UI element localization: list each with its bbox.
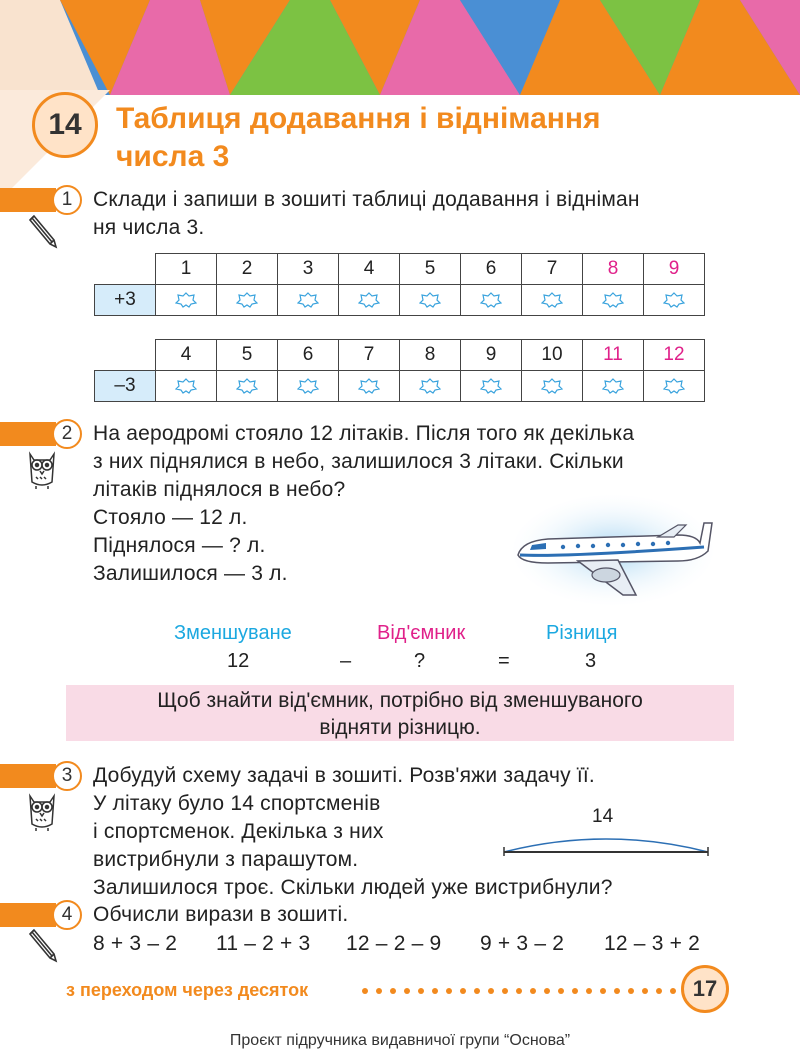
expression-5: 12 – 3 + 2 [604,932,700,955]
table-cell: 4 [156,340,217,371]
table-cell: 6 [278,340,339,371]
answer-cell [644,285,705,316]
table-corner [95,254,156,285]
task1-text [93,186,733,242]
answer-cell [583,371,644,402]
subtraction-table [94,339,705,402]
airplane-image [508,495,718,610]
table-cell: 8 [400,340,461,371]
short-note-2: Піднялося — ? л. [93,534,266,557]
rule-box [66,685,734,741]
task3-number: 3 [52,761,82,791]
answer-cell [461,371,522,402]
table-cell: 7 [339,340,400,371]
decorative-banner [0,0,800,95]
operation-label: –3 [95,371,156,402]
footer-dots [360,984,680,998]
task3-line1: Добудуй схему задачі в зошиті. Розв'яжи задачу її. [93,764,595,787]
task4-tab [0,903,56,927]
answer-cell [583,285,644,316]
answer-cell [522,371,583,402]
pencil-icon [26,928,60,966]
addition-answers-row [95,285,705,316]
star-placeholder-icon [419,292,441,308]
pencil-icon [26,214,60,252]
scheme-arc [500,832,712,856]
task3-line5: Залишилося троє. Скільки людей уже вистрибнули? [93,876,613,899]
answer-cell [217,371,278,402]
lesson-title-line2: числа 3 [116,140,230,173]
star-placeholder-icon [480,292,502,308]
table-cell: 7 [522,254,583,285]
star-placeholder-icon [236,292,258,308]
table-cell: 12 [644,340,705,371]
lesson-title-line1: Таблиця додавання і віднімання [116,102,601,135]
difference-label: Різниця [546,622,618,644]
star-placeholder-icon [236,378,258,394]
star-placeholder-icon [541,292,563,308]
rule-line2: відняти різницю. [319,716,481,739]
star-placeholder-icon [541,378,563,394]
equation-minuend: 12 [227,650,250,672]
answer-cell [339,285,400,316]
answer-cell [522,285,583,316]
equation-minus: – [340,650,352,672]
subtrahend-label: Від'ємник [377,622,466,644]
table-cell: 10 [522,340,583,371]
answer-cell [400,371,461,402]
star-placeholder-icon [419,378,441,394]
table-cell: 11 [583,340,644,371]
publisher-credit: Проєкт підручника видавничої групи “Основа” [229,1032,571,1049]
star-placeholder-icon [297,378,319,394]
task2-number: 2 [52,419,82,449]
short-note-1: Стояло — 12 л. [93,506,248,529]
owl-icon [26,448,58,490]
table-cell: 6 [461,254,522,285]
answer-cell [278,371,339,402]
answer-cell [156,285,217,316]
answer-cell [278,285,339,316]
lesson-number-badge: 14 [32,92,98,158]
task3-line3: і спортсменок. Декілька з них [93,820,384,843]
star-placeholder-icon [358,378,380,394]
equation-equals: = [498,650,510,672]
star-placeholder-icon [663,378,685,394]
page-number: 17 [681,965,729,1013]
star-placeholder-icon [358,292,380,308]
owl-icon [26,790,58,832]
star-placeholder-icon [297,292,319,308]
table-cell: 8 [583,254,644,285]
task1-line1: Склади і запиши в зошиті таблиці додавання і відніман [93,188,640,211]
subtraction-answers-row [95,371,705,402]
table-cell: 5 [400,254,461,285]
minuend-label: Зменшуване [174,622,292,644]
expression-4: 9 + 3 – 2 [480,932,565,955]
task2-line1: На аеродромі стояло 12 літаків. Після того як декілька [93,422,635,445]
task3-line2: У літаку було 14 спортсменів [93,792,381,815]
task2-line3: літаків піднялося в небо? [93,478,346,501]
answer-cell [217,285,278,316]
task1-tab [0,188,56,212]
answer-cell [339,371,400,402]
task2-line2: з них піднялися в небо, залишилося 3 літаки. Скільки [93,450,624,473]
short-note-3: Залишилося — 3 л. [93,562,288,585]
task1-line2: ня числа 3. [93,216,205,239]
subtraction-numbers-row [95,340,705,371]
footer-topic: з переходом через десяток [66,980,309,1000]
answer-cell [156,371,217,402]
task1-number: 1 [52,185,82,215]
task2-tab [0,422,56,446]
addition-numbers-row [95,254,705,285]
star-placeholder-icon [480,378,502,394]
lesson-title [116,100,736,176]
table-cell: 1 [156,254,217,285]
rule-line1: Щоб знайти від'ємник, потрібно від зменшуваного [157,689,643,712]
expression-3: 12 – 2 – 9 [346,932,442,955]
task3-tab [0,764,56,788]
table-cell: 9 [644,254,705,285]
star-placeholder-icon [175,292,197,308]
answer-cell [461,285,522,316]
table-cell: 4 [339,254,400,285]
equation-difference: 3 [585,650,597,672]
addition-table [94,253,705,316]
table-cell: 5 [217,340,278,371]
operation-label: +3 [95,285,156,316]
task4-line1: Обчисли вирази в зошиті. [93,903,349,926]
star-placeholder-icon [175,378,197,394]
table-corner [95,340,156,371]
table-cell: 9 [461,340,522,371]
scheme-value: 14 [592,806,614,827]
star-placeholder-icon [602,292,624,308]
star-placeholder-icon [602,378,624,394]
table-cell: 2 [217,254,278,285]
answer-cell [400,285,461,316]
expression-1: 8 + 3 – 2 [93,932,178,955]
table-cell: 3 [278,254,339,285]
expression-2: 11 – 2 + 3 [216,932,311,955]
answer-cell [644,371,705,402]
equation-unknown: ? [414,650,426,672]
task4-number: 4 [52,900,82,930]
task3-line4: вистрибнули з парашутом. [93,848,359,871]
star-placeholder-icon [663,292,685,308]
